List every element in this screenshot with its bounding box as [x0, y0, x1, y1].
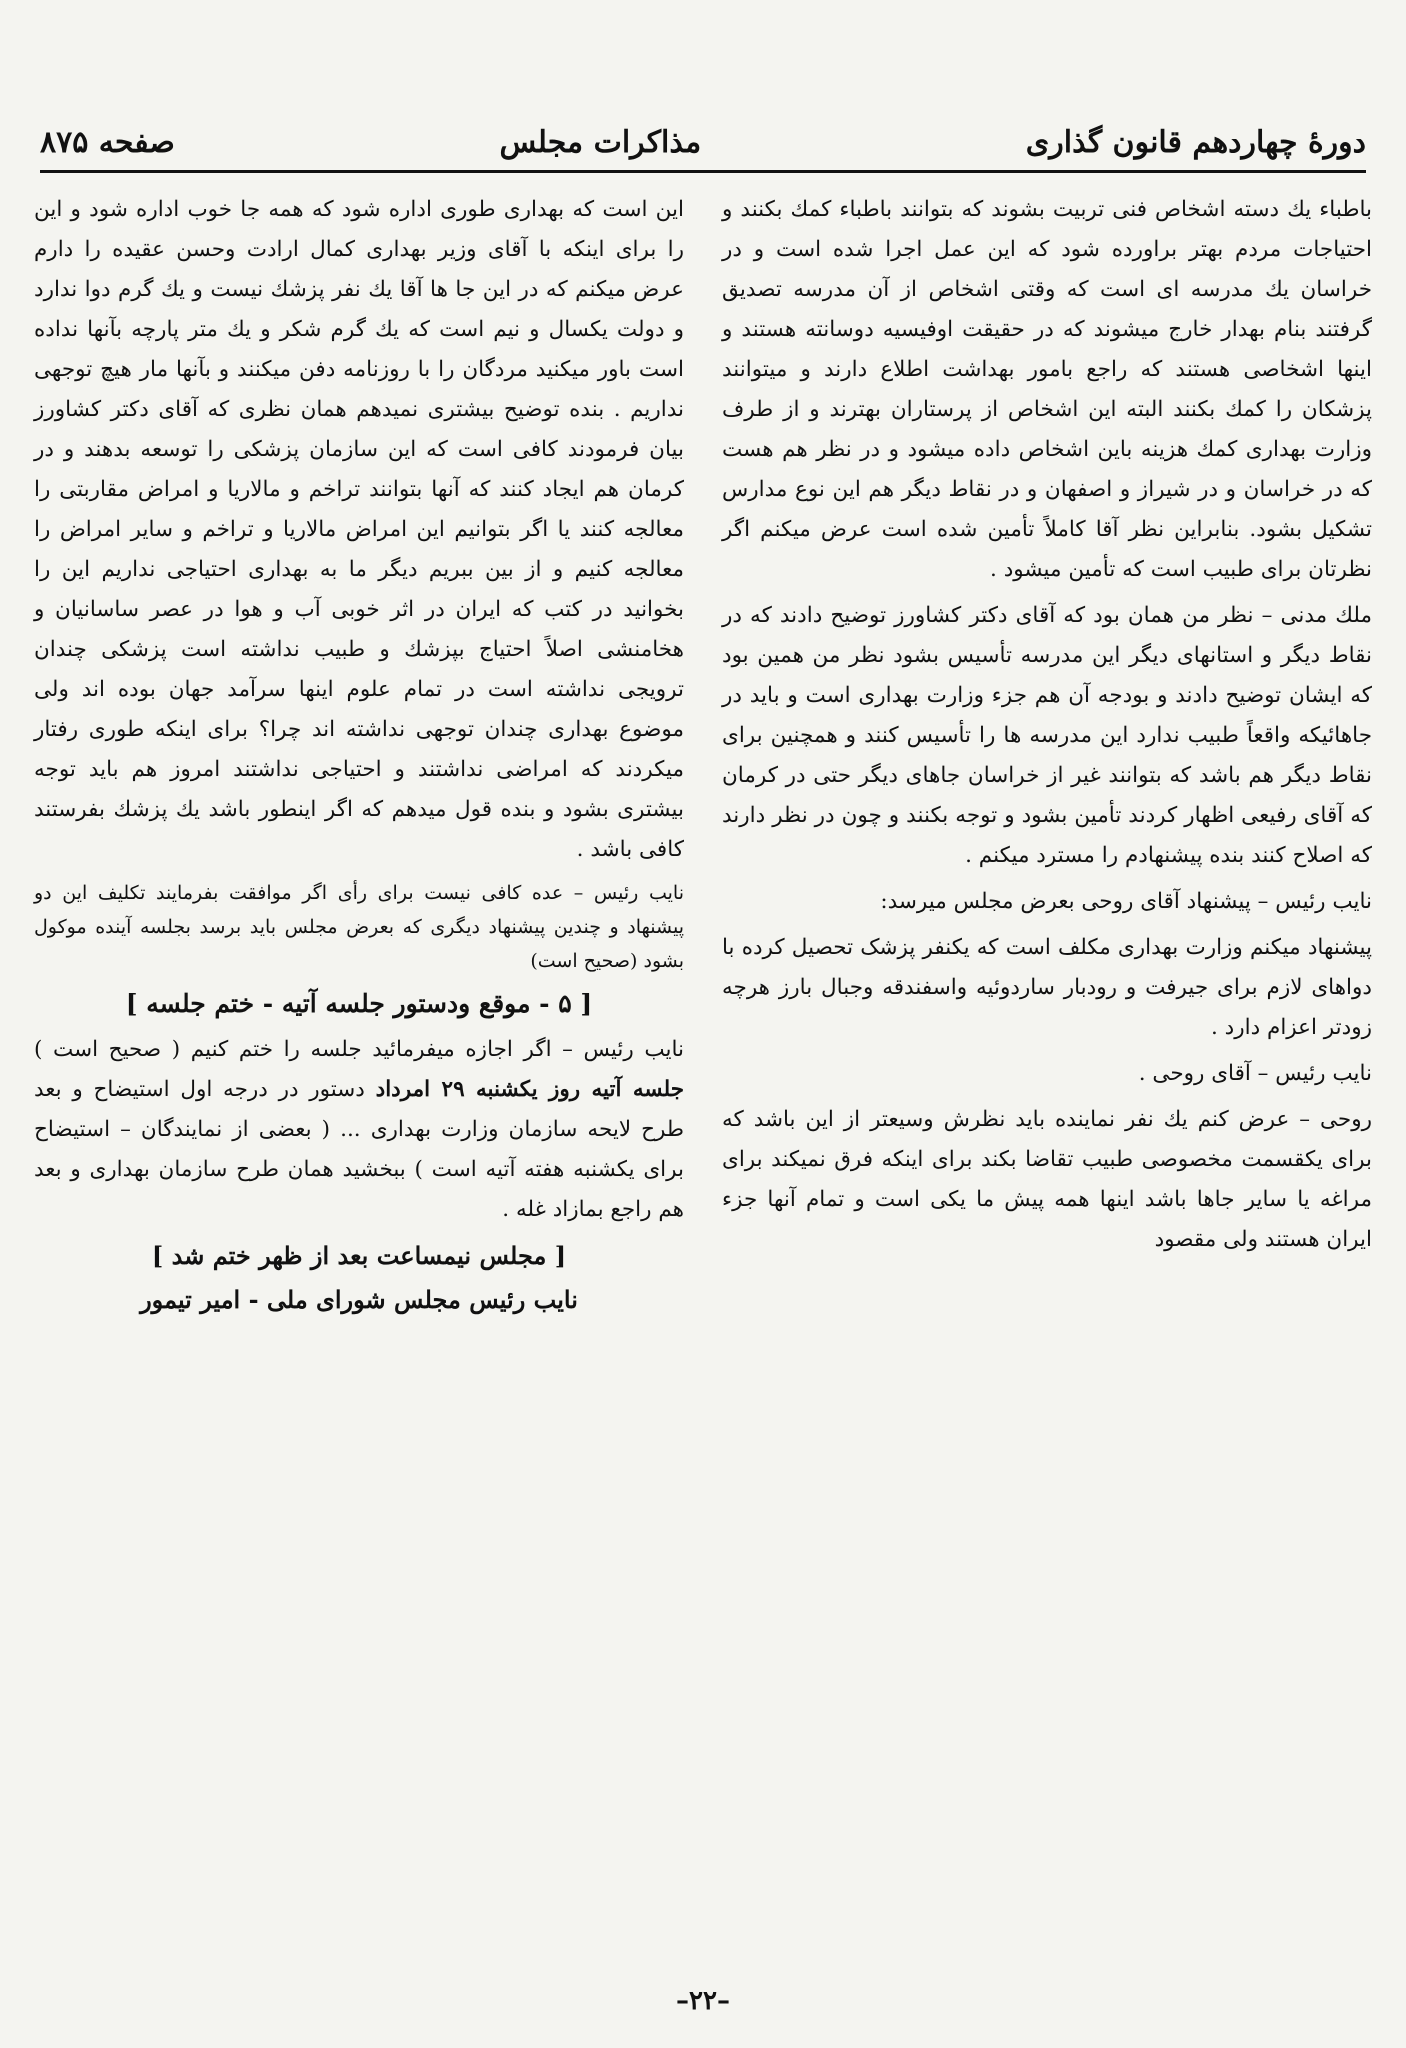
session-label: دورهٔ چهاردهم قانون گذاری	[1025, 124, 1366, 160]
session-end-note: [ مجلس نیمساعت بعد از ظهر ختم شد ]	[151, 1241, 567, 1270]
paragraph: نایب رئیس – عده کافی نیست برای رأی اگر موافقت بفرمایند تکلیف این دو پیشنهاد و چندین پیشنهاد دیگری که بعرض مجلس باید برسد بجلسه آینده موکول بشود (صحیح است)	[34, 882, 684, 972]
paragraph: نایب رئیس – آقای روحی .	[1138, 1061, 1372, 1086]
right-column	[722, 190, 1372, 1266]
paragraph: این است که بهداری طوری اداره شود که همه جا خوب اداره شود و این را برای اینکه با آقای وزیر بهداری کمال ارادت وحسن عقیده را دارم عرض میکنم که در این جا ها آقا یك نفر پزشك نیست و یك گرم دوا ندارد و دولت یکسال و نیم است که یك گرم شکر و یك متر پارچه بآنها نداده است باور میکنید مردگان را با روزنامه دفن میکنند و بآنها مار هیچ توجهی نداریم . بنده توضیح بیشتری نمیدهم همان نظری که آقای دکتر کشاورز بیان فرمودند کافی است که این سازمان پزشکی را توسعه بدهند و در کرمان هم ایجاد کنند که آنها بتوانند تراخم و مالاریا و امراض مقاربتی را معالجه کنند یا اگر بتوانیم این امراض مالاریا و تراخم و سایر امراض را معالجه کنیم و از بین ببریم دیگر ما به بهداری احتیاجی نداریم این را بخوانید در کتب که ایران در اثر خوبی آب و هوا در عصر ساسانیان و هخامنشی اصلاً احتیاج بپزشك و طبیب نداشته است پزشکی چندان ترویجی نداشته است در تمام علوم اینها سرآمد جهان بوده اند ولی موضوع بهداری چندان توجهی نداشته اند چرا؟ برای اینکه طوری رفتار میکردند که امراضی نداشتند و احتیاجی نداشتند امروز هم باید توجه بیشتری بشود و بنده قول میدهم که اگر اینطور باشد یك پزشك بفرستند کافی باشد .	[34, 197, 684, 862]
header-rule	[40, 170, 1366, 173]
paragraph: ملك مدنی – نظر من همان بود که آقای دکتر کشاورز توضیح دادند که در نقاط دیگر و استانهای دیگر این مدرسه تأسیس بشود نظر من همین بود که ایشان توضیح دادند و بودجه آن هم جزء وزارت بهداری است و باید در جاهائیکه واقعاً طبیب ندارد این مدرسه ها را تأسیس کنند و همچنین برای نقاط دیگر هم باشد که بتوانند غیر از خراسان جاهای دیگر حتی در کرمان که آقای رفیعی اظهار کردند تأمین بشود و توجه بکنند و چون در نظر دارند که اصلاح کنند بنده پیشنهادم را مسترد میکنم .	[722, 603, 1372, 868]
closing-lead: نایب رئیس – اگر اجازه میفرمائید جلسه را ختم کنیم ( صحیح است )	[34, 1037, 684, 1062]
signature-line: نایب رئیس مجلس شورای ملی - امیر تیمور	[140, 1285, 578, 1314]
header-title: مذاکرات مجلس	[499, 124, 702, 160]
closing-tail: دستور در درجه اول استیضاح و بعد طرح لایحه سازمان وزارت بهداری ... ( بعضی از نمایندگان – استیضاح برای یکشنبه هفته آتیه است ) ببخشید همان طرح سازمان بهداری و بعد هم راجع بمازاد غله .	[34, 1077, 684, 1222]
left-column	[34, 190, 684, 1318]
paragraph: پیشنهاد میکنم وزارت بهداری مکلف است که یکنفر پزشک تحصیل کرده با دواهای لازم برای جیرفت و رودبار ساردوئیه واسفندقه وجبال بارز هرچه زودتر اعزام دارد .	[722, 935, 1372, 1040]
page-header	[40, 120, 1366, 164]
page-number: –۲۲–	[676, 1986, 730, 2016]
paragraph: باطباء یك دسته اشخاص فنی تربیت بشوند که بتوانند باطباء کمك بکنند و احتیاجات مردم بهتر براورده شود که این عمل اجرا شده است و در خراسان یك مدرسه ای است که وقتی اشخاص از آن مدرسه تصدیق گرفتند بنام بهدار خارج میشوند که در حقیقت اوفیسیه دوسانته هستند و اینها اشخاصی هستند که راجع بامور بهداشت اطلاع دارند و میتوانند پزشکان را کمك بکنند البته این اشخاص از پرستاران بهترند و از طرف وزارت بهداری کمك هزینه باین اشخاص داده میشود و در نظر هم هست که در خراسان و در شیراز و اصفهان و در نقاط دیگر هم این نوع مدارس تشکیل بشود. بنابراین نظر آقا کاملاً تأمین شده است عرض میکنم اگر نظرتان برای طبیب است که تأمین میشود .	[722, 197, 1372, 582]
section-heading: [ ۵ - موقع ودستور جلسه آتیه - ختم جلسه ]	[125, 989, 593, 1018]
paragraph: نایب رئیس – پیشنهاد آقای روحی بعرض مجلس میرسد:	[880, 889, 1372, 914]
paragraph: روحی – عرض کنم یك نفر نماینده باید نظرش وسیعتر از این باشد که برای یکقسمت مخصوصی طبیب تقاضا بکند برای اینکه فرق نمیکند برای مراغه یا سایر جاها باشد اینها همه پیش ما یکی است و تمام آنها جزء ایران هستند ولی مقصود	[722, 1107, 1372, 1252]
closing-paragraph	[34, 1030, 684, 1230]
page-label: صفحه ۸۷۵	[40, 124, 175, 160]
next-session: جلسه آتیه روز یکشنبه ۲۹ امرداد	[375, 1077, 685, 1102]
